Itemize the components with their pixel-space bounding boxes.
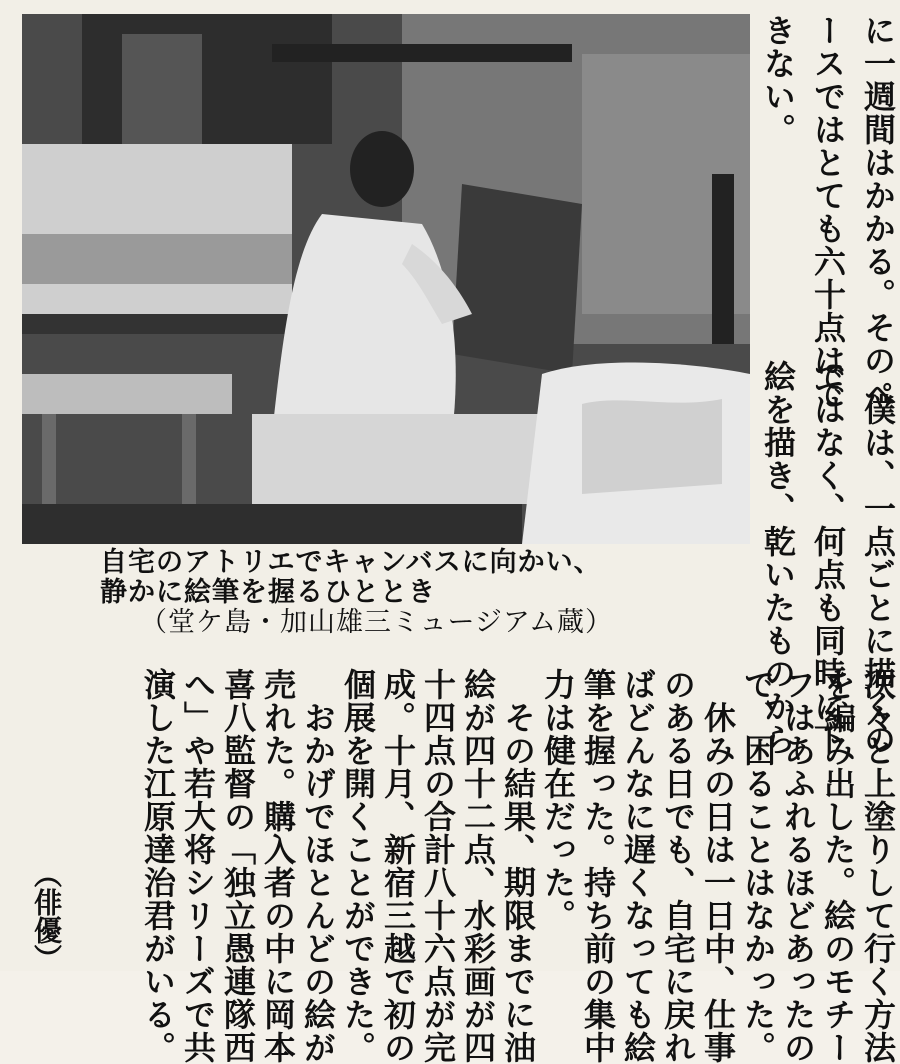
- text-column: ばどんなに遅くなっても絵: [619, 668, 657, 1064]
- text-column: 僕は、一点ごとに描くの: [859, 360, 897, 756]
- text-column: ースではとても六十点はで: [809, 14, 847, 410]
- byline: （俳優）: [30, 860, 63, 972]
- caption-credit: （堂ケ島・加山雄三ミュージアム蔵）: [140, 607, 614, 638]
- caption-line-2: 静かに絵筆を握るひととき: [100, 577, 436, 608]
- text-column: 個展を開くことができた。: [339, 668, 377, 1064]
- text-column: 売れた。購入者の中に岡本: [259, 668, 297, 1064]
- text-column: 成。十月、新宿三越で初の: [379, 668, 417, 1064]
- photo-illustration: [22, 14, 750, 544]
- text-column: 絵が四十二点、水彩画が四: [459, 668, 497, 1064]
- caption-line-1: 自宅のアトリエでキャンバスに向かい、: [100, 547, 602, 578]
- text-column: で、困ることはなかった。: [739, 668, 777, 1064]
- text-column: 喜八監督の「独立愚連隊西: [219, 668, 257, 1064]
- text-column: 休みの日は一日中、仕事: [699, 668, 737, 1064]
- text-column: その結果、期限までに油: [499, 668, 537, 1064]
- text-column: へ」や若大将シリーズで共: [179, 668, 217, 1064]
- text-column: 筆を握った。持ち前の集中: [579, 668, 617, 1064]
- text-column: きない。: [759, 14, 797, 146]
- text-column: おかげでほとんどの絵が: [299, 668, 337, 1064]
- text-column: のある日でも、自宅に戻れ: [659, 668, 697, 1064]
- text-column: を編み出した。絵のモチー: [819, 668, 857, 1064]
- text-column: 次々と上塗りして行く方法: [859, 668, 897, 1064]
- text-column: フはあふれるほどあったの: [779, 668, 817, 1064]
- text-column: 力は健在だった。: [539, 668, 577, 932]
- text-column: 十四点の合計八十六点が完: [419, 668, 457, 1064]
- text-column: ではなく、何点も同時に下: [809, 360, 847, 756]
- text-column: 演した江原達治君がいる。: [139, 668, 177, 1064]
- photo-caption: [100, 548, 740, 638]
- photo-atelier: [22, 14, 750, 544]
- text-column: に一週間はかかる。そのペ: [859, 14, 897, 410]
- text-column: 絵を描き、乾いたものから: [759, 360, 797, 756]
